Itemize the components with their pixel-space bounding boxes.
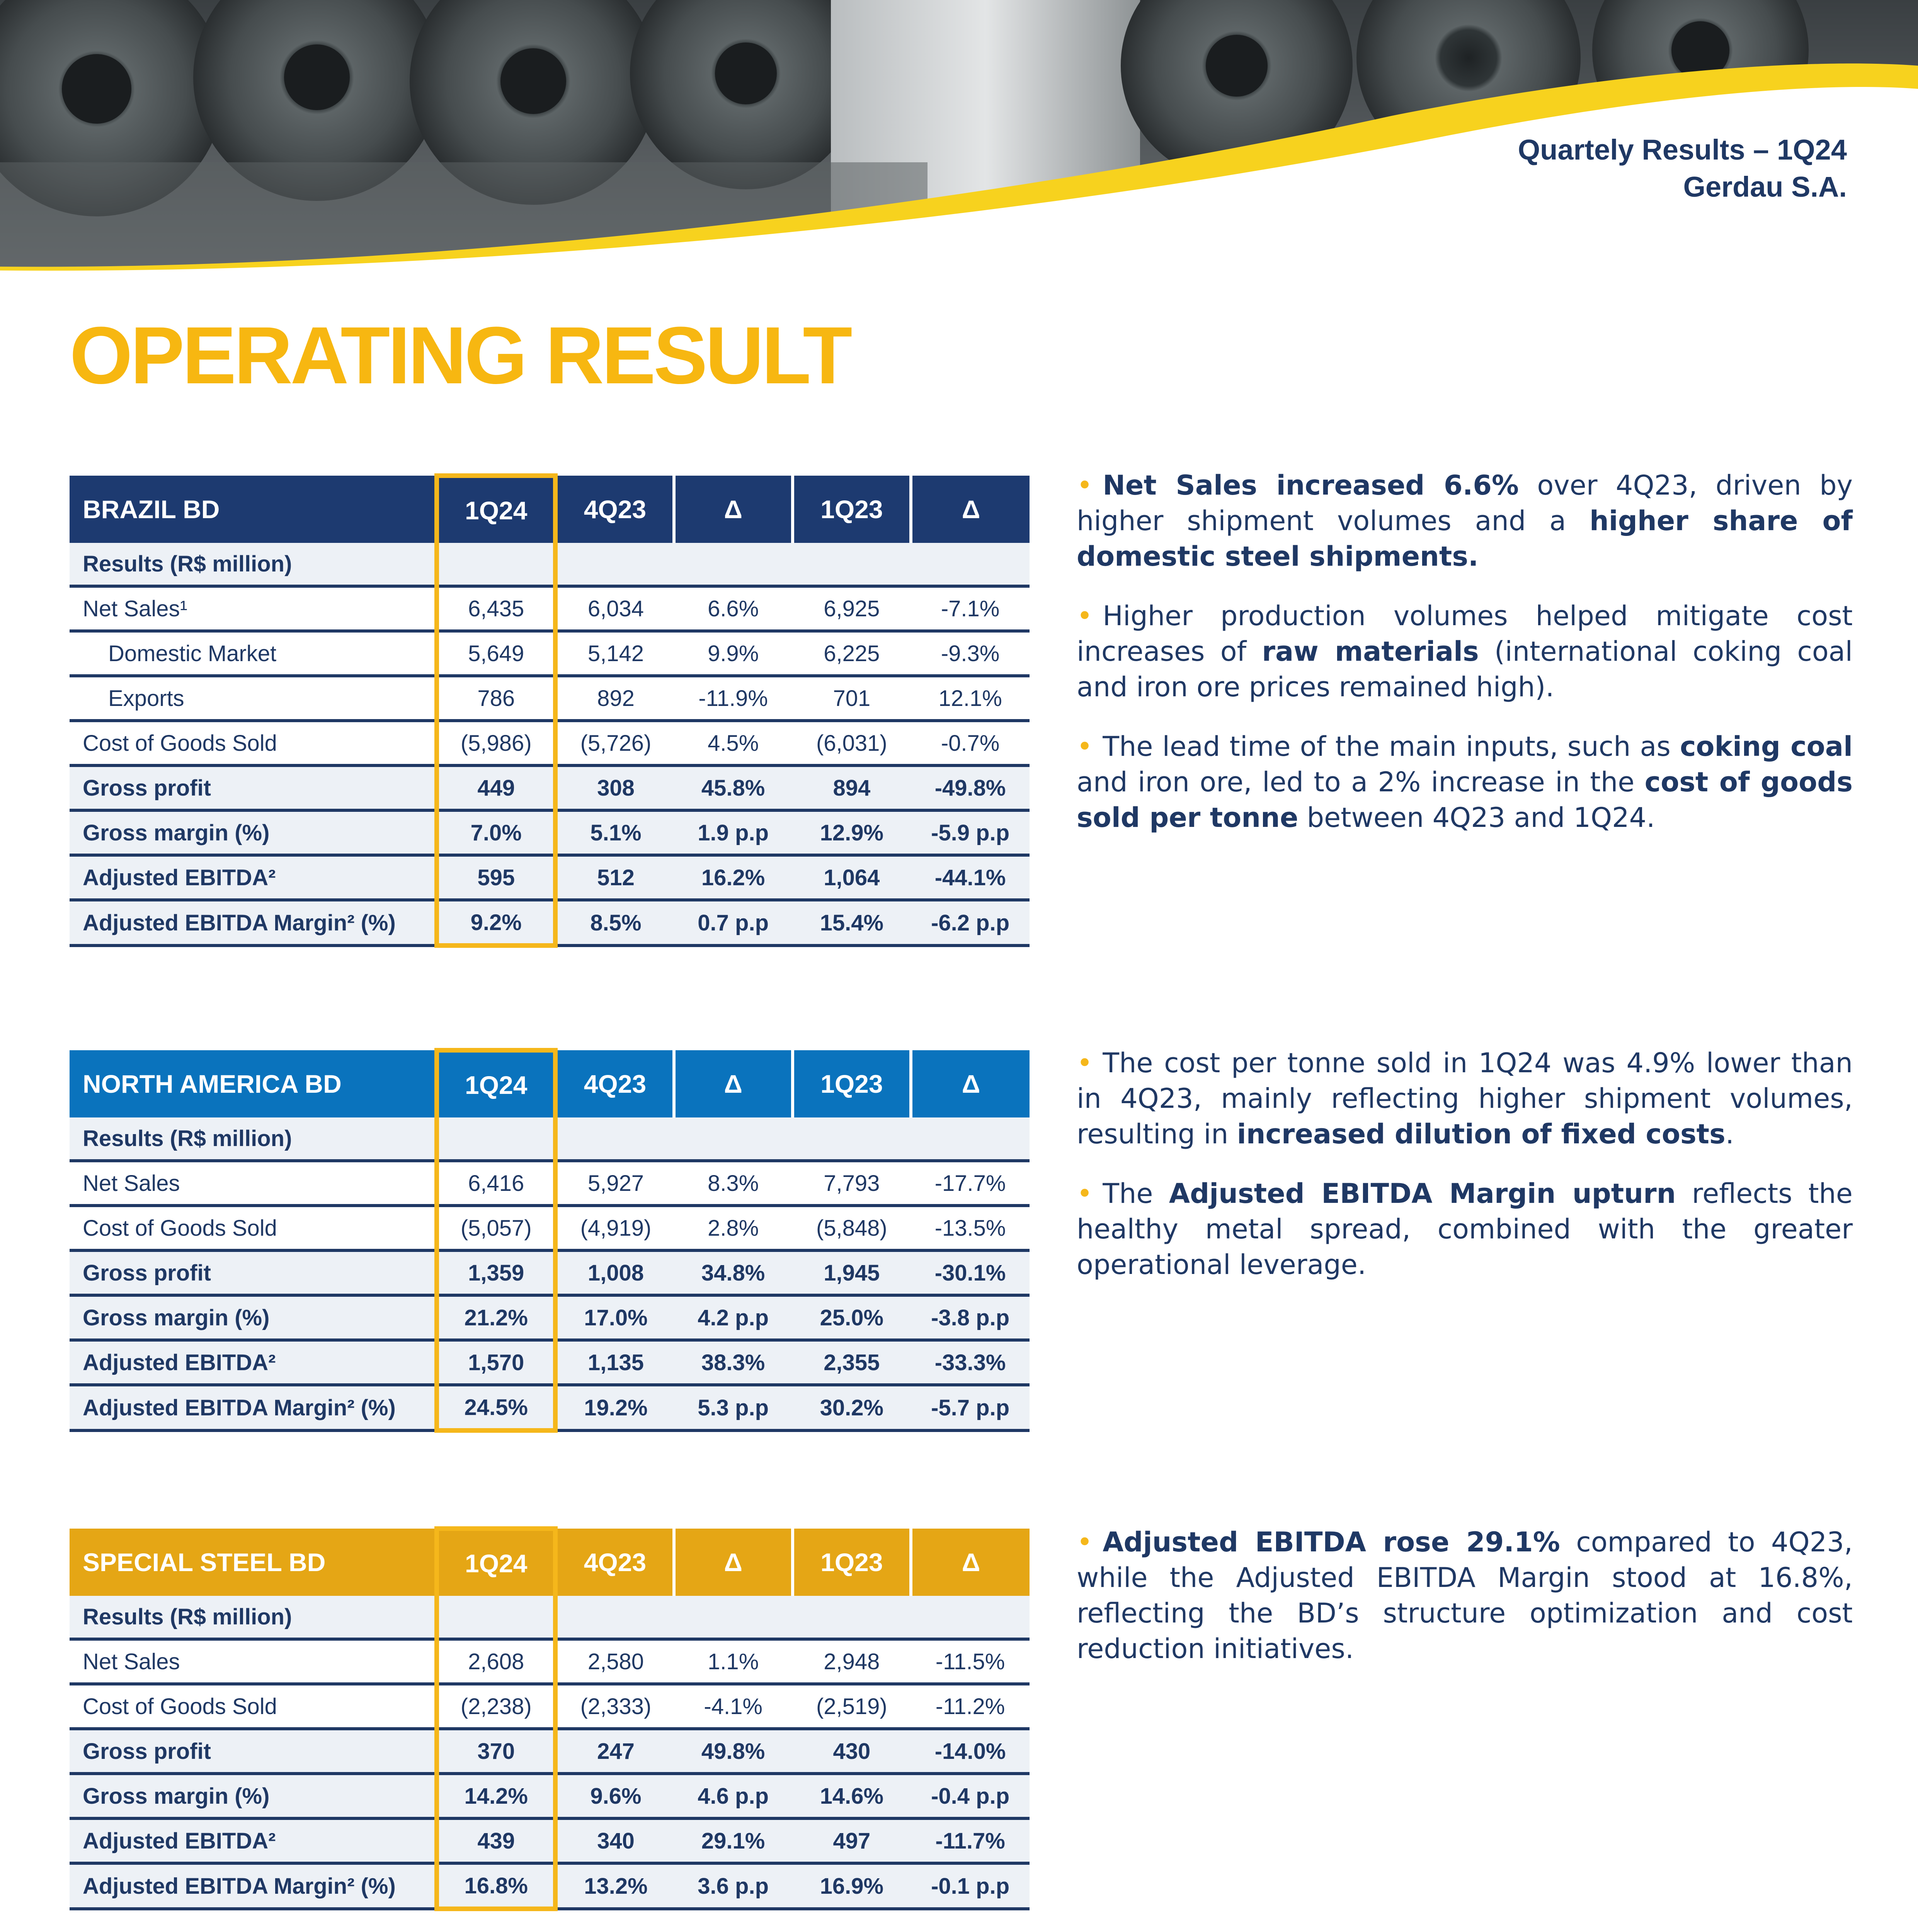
table-cell: 16.9% — [793, 1863, 911, 1909]
table-row — [70, 1385, 1030, 1430]
note-emphasis: increased dilution of fixed costs — [1237, 1118, 1726, 1150]
note-paragraph — [1077, 468, 1853, 574]
note-paragraph — [1077, 1176, 1853, 1282]
table-cell: 4.2 p.p — [674, 1295, 793, 1340]
table-cell — [793, 1117, 911, 1161]
row-label: Adjusted EBITDA Margin² (%) — [70, 1863, 437, 1909]
row-label: Cost of Goods Sold — [70, 1684, 437, 1729]
bullet: • — [1077, 1178, 1093, 1209]
column-header: 1Q23 — [793, 1050, 911, 1117]
table-cell — [674, 543, 793, 586]
table-cell: 8.5% — [555, 900, 674, 946]
table-cell — [437, 543, 555, 586]
row-label: Adjusted EBITDA Margin² (%) — [70, 900, 437, 946]
note-paragraph — [1077, 598, 1853, 705]
note-paragraph — [1077, 1045, 1853, 1152]
note-text: The lead time of the main inputs, such as — [1103, 731, 1680, 762]
table-row — [70, 855, 1030, 900]
note-text: . — [1725, 1118, 1734, 1150]
table-cell: 2.8% — [674, 1206, 793, 1250]
table-cell: 308 — [555, 765, 674, 810]
table-cell: 3.6 p.p — [674, 1863, 793, 1909]
table-cell: -14.0% — [911, 1729, 1030, 1774]
table-cell: 2,948 — [793, 1639, 911, 1684]
table-cell: (2,238) — [437, 1684, 555, 1729]
table-cell: 786 — [437, 676, 555, 721]
table-cell: -11.2% — [911, 1684, 1030, 1729]
table-cell: 892 — [555, 676, 674, 721]
table-cell: 2,580 — [555, 1639, 674, 1684]
table-cell: -0.4 p.p — [911, 1774, 1030, 1818]
note-text: and iron ore, led to a 2% increase in the — [1077, 766, 1645, 798]
column-header: Δ — [674, 1529, 793, 1596]
subheader-label: Results (R$ million) — [70, 543, 437, 586]
note-emphasis: cost of goods sold per tonne — [1077, 766, 1853, 833]
table-cell: 5.3 p.p — [674, 1385, 793, 1430]
table-cell — [674, 1117, 793, 1161]
table-cell: 247 — [555, 1729, 674, 1774]
note-emphasis: Net Sales increased 6.6% — [1103, 469, 1519, 501]
table-cell: -11.9% — [674, 676, 793, 721]
table-cell: -11.5% — [911, 1639, 1030, 1684]
table-cell: 1,135 — [555, 1340, 674, 1385]
special-steel-bd-table — [70, 1526, 1030, 1911]
table-cell: 497 — [793, 1818, 911, 1863]
table-row — [70, 1206, 1030, 1250]
row-label: Net Sales¹ — [70, 586, 437, 631]
header-banner — [0, 0, 1918, 278]
table-cell: 6,034 — [555, 586, 674, 631]
table-cell: -6.2 p.p — [911, 900, 1030, 946]
table-subheader-row — [70, 543, 1030, 586]
table-row — [70, 586, 1030, 631]
note-text: Higher production volumes helped mitigate cost increases of — [1077, 600, 1853, 667]
table-cell: -5.9 p.p — [911, 810, 1030, 855]
table-cell — [555, 1596, 674, 1639]
subheader-label: Results (R$ million) — [70, 1117, 437, 1161]
note-text: The — [1103, 1178, 1169, 1209]
column-header: 4Q23 — [555, 476, 674, 543]
note-text: between 4Q23 and 1Q24. — [1298, 802, 1655, 833]
column-header: Δ — [674, 1050, 793, 1117]
table-cell: (5,986) — [437, 721, 555, 765]
table-cell — [793, 543, 911, 586]
north-america-bd-table — [70, 1048, 1030, 1433]
note-text: over 4Q23, driven by higher shipment volumes and a — [1077, 469, 1853, 537]
table-cell: 16.2% — [674, 855, 793, 900]
table-cell: 5,927 — [555, 1161, 674, 1206]
table-cell: 13.2% — [555, 1863, 674, 1909]
table-cell: (5,848) — [793, 1206, 911, 1250]
column-header: 1Q23 — [793, 476, 911, 543]
table-cell: 512 — [555, 855, 674, 900]
table-cell: 5,649 — [437, 631, 555, 676]
table-cell: -4.1% — [674, 1684, 793, 1729]
note-emphasis: Adjusted EBITDA Margin upturn — [1169, 1178, 1676, 1209]
column-header: 4Q23 — [555, 1529, 674, 1596]
table-row — [70, 1729, 1030, 1774]
table-cell: 6,225 — [793, 631, 911, 676]
table-cell: -3.8 p.p — [911, 1295, 1030, 1340]
table-cell: (2,333) — [555, 1684, 674, 1729]
table-cell: 17.0% — [555, 1295, 674, 1340]
table-cell — [911, 1117, 1030, 1161]
table-row — [70, 676, 1030, 721]
table-row — [70, 1340, 1030, 1385]
column-header: 1Q24 — [437, 476, 555, 543]
row-label: Adjusted EBITDA Margin² (%) — [70, 1385, 437, 1430]
row-label: Adjusted EBITDA² — [70, 1340, 437, 1385]
table-cell: 6,925 — [793, 586, 911, 631]
table-cell: 1,064 — [793, 855, 911, 900]
table-cell: 14.6% — [793, 1774, 911, 1818]
column-header: Δ — [911, 1529, 1030, 1596]
table-cell: 24.5% — [437, 1385, 555, 1430]
table-cell: 4.5% — [674, 721, 793, 765]
table-cell: 16.8% — [437, 1863, 555, 1909]
table-cell: 6,435 — [437, 586, 555, 631]
table-cell: -0.7% — [911, 721, 1030, 765]
brazil-bd-table — [70, 473, 1030, 948]
row-label: Gross margin (%) — [70, 810, 437, 855]
note-paragraph — [1077, 1524, 1853, 1667]
table-row — [70, 1774, 1030, 1818]
company-name: Gerdau S.A. — [1683, 171, 1847, 203]
table-cell: 29.1% — [674, 1818, 793, 1863]
table-row — [70, 765, 1030, 810]
table-cell: 7,793 — [793, 1161, 911, 1206]
table-title: BRAZIL BD — [70, 476, 437, 543]
special-steel-commentary — [1077, 1524, 1853, 1690]
table-subheader-row — [70, 1596, 1030, 1639]
table-cell: (5,057) — [437, 1206, 555, 1250]
row-label: Domestic Market — [70, 631, 437, 676]
row-label: Net Sales — [70, 1161, 437, 1206]
note-emphasis: raw materials — [1262, 636, 1479, 667]
section-title: OPERATING RESULT — [70, 310, 850, 401]
row-label: Adjusted EBITDA² — [70, 1818, 437, 1863]
table-cell: 595 — [437, 855, 555, 900]
row-label: Net Sales — [70, 1639, 437, 1684]
table-row — [70, 900, 1030, 946]
table-cell: -7.1% — [911, 586, 1030, 631]
table-cell — [911, 1596, 1030, 1639]
table-cell: 19.2% — [555, 1385, 674, 1430]
column-header: 1Q24 — [437, 1529, 555, 1596]
table-row — [70, 721, 1030, 765]
table-header-row — [70, 476, 1030, 543]
table-cell: 9.2% — [437, 900, 555, 946]
table-cell: 6,416 — [437, 1161, 555, 1206]
table-cell: 12.1% — [911, 676, 1030, 721]
table-cell: 894 — [793, 765, 911, 810]
table-row — [70, 1863, 1030, 1909]
table-row — [70, 1161, 1030, 1206]
row-label: Gross margin (%) — [70, 1295, 437, 1340]
table-cell: 21.2% — [437, 1295, 555, 1340]
table-cell: 1.9 p.p — [674, 810, 793, 855]
table-cell: 15.4% — [793, 900, 911, 946]
table-row — [70, 1639, 1030, 1684]
table-cell: 8.3% — [674, 1161, 793, 1206]
table-cell: 340 — [555, 1818, 674, 1863]
brazil-commentary — [1077, 468, 1853, 859]
report-title: Quartely Results – 1Q24 — [1518, 134, 1847, 166]
column-header: 4Q23 — [555, 1050, 674, 1117]
table-cell: 1,570 — [437, 1340, 555, 1385]
table-cell: -0.1 p.p — [911, 1863, 1030, 1909]
table-cell: 0.7 p.p — [674, 900, 793, 946]
table-row — [70, 631, 1030, 676]
table-cell: 14.2% — [437, 1774, 555, 1818]
table-cell: 2,608 — [437, 1639, 555, 1684]
table-cell: 25.0% — [793, 1295, 911, 1340]
table-cell: -17.7% — [911, 1161, 1030, 1206]
table-cell: -13.5% — [911, 1206, 1030, 1250]
bullet: • — [1077, 600, 1093, 632]
table-cell: 5.1% — [555, 810, 674, 855]
row-label: Exports — [70, 676, 437, 721]
table-cell: 7.0% — [437, 810, 555, 855]
table-cell: 12.9% — [793, 810, 911, 855]
note-emphasis: coking coal — [1680, 731, 1853, 762]
table-subheader-row — [70, 1117, 1030, 1161]
table-header-row — [70, 1529, 1030, 1596]
table-cell: 701 — [793, 676, 911, 721]
table-cell: -44.1% — [911, 855, 1030, 900]
row-label: Adjusted EBITDA² — [70, 855, 437, 900]
table-cell: 1,008 — [555, 1250, 674, 1295]
table-cell — [437, 1117, 555, 1161]
table-row — [70, 1684, 1030, 1729]
note-text: (international coking coal and iron ore prices remained high). — [1077, 636, 1853, 703]
note-paragraph — [1077, 729, 1853, 835]
table-row — [70, 810, 1030, 855]
table-cell: -33.3% — [911, 1340, 1030, 1385]
bullet: • — [1077, 731, 1093, 762]
note-text: compared to 4Q23, while the Adjusted EBITDA Margin stood at 16.8%, reflecting the BD’s structure optimization and cost reduction initiatives. — [1077, 1526, 1853, 1665]
table-cell: 45.8% — [674, 765, 793, 810]
note-emphasis: higher share of domestic steel shipments. — [1077, 505, 1853, 572]
table-cell: (2,519) — [793, 1684, 911, 1729]
table-cell: (5,726) — [555, 721, 674, 765]
table-cell: 49.8% — [674, 1729, 793, 1774]
row-label: Cost of Goods Sold — [70, 721, 437, 765]
table-cell: 38.3% — [674, 1340, 793, 1385]
row-label: Gross margin (%) — [70, 1774, 437, 1818]
table-cell: (6,031) — [793, 721, 911, 765]
note-text: reflects the healthy metal spread, combined with the greater operational leverage. — [1077, 1178, 1853, 1281]
table-cell — [674, 1596, 793, 1639]
table-cell — [555, 543, 674, 586]
column-header: 1Q23 — [793, 1529, 911, 1596]
north-america-commentary — [1077, 1045, 1853, 1306]
bullet: • — [1077, 469, 1093, 501]
table-cell — [911, 543, 1030, 586]
bullet: • — [1077, 1526, 1093, 1558]
table-cell: 430 — [793, 1729, 911, 1774]
column-header: Δ — [674, 476, 793, 543]
row-label: Gross profit — [70, 1729, 437, 1774]
table-row — [70, 1295, 1030, 1340]
row-label: Cost of Goods Sold — [70, 1206, 437, 1250]
table-cell: -49.8% — [911, 765, 1030, 810]
table-cell: 30.2% — [793, 1385, 911, 1430]
note-text: The cost per tonne sold in 1Q24 was 4.9% lower than in 4Q23, mainly reflecting higher shipment volumes, resulting in — [1077, 1047, 1853, 1150]
table-cell: 1,359 — [437, 1250, 555, 1295]
table-cell — [555, 1117, 674, 1161]
column-header: Δ — [911, 476, 1030, 543]
bullet: • — [1077, 1047, 1093, 1079]
table-header-row — [70, 1050, 1030, 1117]
table-cell: -11.7% — [911, 1818, 1030, 1863]
table-cell: 4.6 p.p — [674, 1774, 793, 1818]
table-cell: 439 — [437, 1818, 555, 1863]
row-label: Gross profit — [70, 765, 437, 810]
table-cell: 2,355 — [793, 1340, 911, 1385]
document-info — [1518, 131, 1847, 206]
table-row — [70, 1250, 1030, 1295]
table-cell: 449 — [437, 765, 555, 810]
table-cell: (4,919) — [555, 1206, 674, 1250]
table-cell: 34.8% — [674, 1250, 793, 1295]
table-cell: 9.9% — [674, 631, 793, 676]
table-cell: 370 — [437, 1729, 555, 1774]
table-cell: 1,945 — [793, 1250, 911, 1295]
table-title: SPECIAL STEEL BD — [70, 1529, 437, 1596]
subheader-label: Results (R$ million) — [70, 1596, 437, 1639]
table-cell: 9.6% — [555, 1774, 674, 1818]
table-cell: -5.7 p.p — [911, 1385, 1030, 1430]
table-title: NORTH AMERICA BD — [70, 1050, 437, 1117]
table-cell: -9.3% — [911, 631, 1030, 676]
table-row — [70, 1818, 1030, 1863]
table-cell: 1.1% — [674, 1639, 793, 1684]
table-cell: 6.6% — [674, 586, 793, 631]
table-cell — [793, 1596, 911, 1639]
table-cell: 5,142 — [555, 631, 674, 676]
column-header: 1Q24 — [437, 1050, 555, 1117]
note-emphasis: Adjusted EBITDA rose 29.1% — [1103, 1526, 1560, 1558]
row-label: Gross profit — [70, 1250, 437, 1295]
table-cell: -30.1% — [911, 1250, 1030, 1295]
column-header: Δ — [911, 1050, 1030, 1117]
table-cell — [437, 1596, 555, 1639]
